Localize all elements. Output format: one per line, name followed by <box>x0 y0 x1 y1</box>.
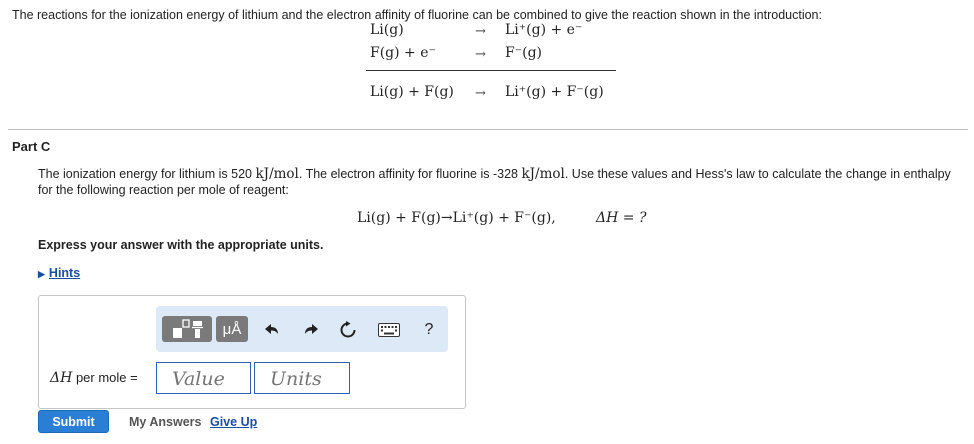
section-divider <box>8 129 968 130</box>
reaction-1-arrow: → <box>475 24 486 39</box>
unit-kj-per-mol: kJ/mol <box>255 166 299 182</box>
template-icon[interactable] <box>162 316 212 342</box>
question-mid: . The electron affinity for fluorine is -328 <box>298 167 522 181</box>
target-reaction: Li(g) + F(g)→Li⁺(g) + F⁻(g), <box>357 210 556 226</box>
reaction-1-left: Li(g) <box>370 22 404 38</box>
value-input[interactable] <box>156 362 251 394</box>
submit-button[interactable]: Submit <box>38 410 109 433</box>
help-button[interactable]: ? <box>424 321 434 338</box>
question-text <box>38 166 958 198</box>
reaction-sum-line <box>366 70 616 71</box>
express-instruction: Express your answer with the appropriate units. <box>38 238 324 252</box>
reaction-2-right: F⁻(g) <box>505 45 542 61</box>
question-post: . Use these values and Hess's law to calculate the change in enthalpy for the following reaction per mole of reagent: <box>38 167 951 197</box>
delta-h-question: ΔH = ? <box>596 210 647 226</box>
expand-triangle-icon: ▶ <box>38 269 45 279</box>
math-toolbar <box>156 306 448 352</box>
hints-label: Hints <box>48 266 81 280</box>
answer-label <box>50 370 138 386</box>
delta-h-symbol: ΔH <box>50 370 73 386</box>
unit-kj-per-mol: kJ/mol <box>521 166 565 182</box>
reset-icon[interactable] <box>337 319 359 341</box>
reaction-2-left: F(g) + e⁻ <box>370 45 436 61</box>
reaction-2-arrow: → <box>475 47 486 62</box>
reaction-3-arrow: → <box>475 86 486 101</box>
my-answers-label: My Answers <box>129 415 202 429</box>
reaction-1-right: Li⁺(g) + e⁻ <box>505 22 583 38</box>
per-mole-label: per mole = <box>72 370 138 385</box>
keyboard-icon[interactable] <box>377 319 401 341</box>
give-up-link[interactable]: Give Up <box>210 415 258 429</box>
part-title: Part C <box>12 139 51 154</box>
question-pre: The ionization energy for lithium is 520 <box>38 167 256 181</box>
redo-icon[interactable] <box>300 319 322 341</box>
hints-toggle[interactable] <box>38 266 80 280</box>
reaction-3-left: Li(g) + F(g) <box>370 84 454 100</box>
intro-text: The reactions for the ionization energy of lithium and the electron affinity of fluorine can be combined to give the reaction shown in the introduction: <box>12 8 822 22</box>
reaction-3-right: Li⁺(g) + F⁻(g) <box>505 84 604 100</box>
units-button[interactable]: μÅ <box>216 316 248 342</box>
units-input[interactable] <box>254 362 350 394</box>
undo-icon[interactable] <box>261 319 283 341</box>
